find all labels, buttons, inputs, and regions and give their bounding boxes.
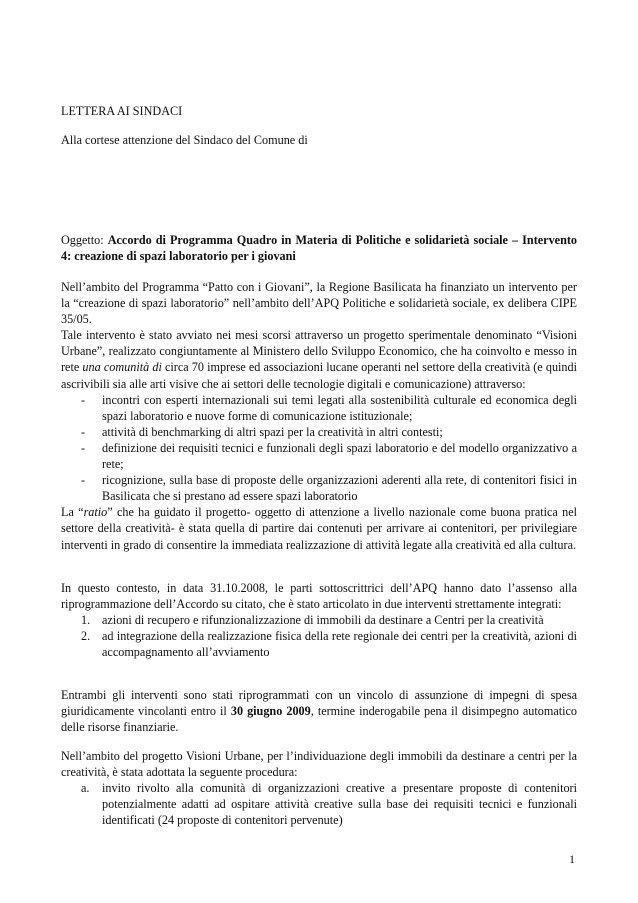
paragraph-procedure: Nell’ambito del progetto Visioni Urbane, per l’individuazione degli immobili da destinare a centri per la creatività, è stata adottata la seguente procedura:: [61, 749, 577, 780]
list-item: a. invito rivolto alla comunità di organizzazioni creative a presentare proposte di contenitori potenzialmente adatti ad ospitare attività creative sulla base dei requisiti tecnici e funzionali identificati (24 proposte di contenitori pervenute): [81, 781, 577, 828]
body-section-reprogramming: [61, 580, 577, 660]
list-marker: a.: [81, 781, 90, 796]
list-item: 1. azioni di recupero e rifunzionalizzazione di immobili da destinare a Centri per la creatività: [81, 613, 544, 628]
letter-heading: LETTERA AI SINDACI: [61, 104, 183, 118]
list-marker: 1.: [81, 613, 91, 628]
body-section-programme: [61, 279, 577, 553]
list-marker: -: [81, 392, 86, 407]
subject-label: Oggetto:: [61, 233, 104, 247]
subject-text: Accordo di Programma Quadro in Materia di Politiche e solidarietà sociale – Intervento 4: creazione di spazi laboratorio per i giovani: [61, 233, 578, 264]
list-item: - incontri con esperti internazionali sui temi legati alla sostenibilità culturale ed economica degli spazi laboratorio e nuove forme di comunicazione istituzionale;: [81, 392, 577, 423]
subject-line: [61, 232, 577, 264]
paragraph-visioni-urbane: Tale intervento è stato avviato nei mesi scorsi attraverso un progetto sperimentale denominato “Visioni Urbane”, realizzato congiuntamente al Ministero dello Sviluppo Economico, che ha coinvolto e messo in rete una comunità di circa 70 imprese ed associazioni lucane operanti nel settore della creatività (e quindi ascrivibili sia alle arti visive che ai settori delle tecnologie digitali e comunicazione) attraverso:: [61, 328, 578, 391]
activities-list: [61, 392, 577, 505]
list-item: - definizione dei requisiti tecnici e funzionali degli spazi laboratorio e del modello organizzativo a rete;: [81, 440, 577, 472]
attention-line: Alla cortese attenzione del Sindaco del Comune di: [61, 133, 308, 147]
emphasis-text: una comunità di: [82, 360, 162, 375]
page-number: 1: [569, 852, 575, 866]
paragraph-deadline: Entrambi gli interventi sono stati riprogrammati con un vincolo di assunzione di impegni di spesa giuridicamente vincolanti entro il 30 giugno 2009, termine inderogabile pena il disimpegno automatico delle risorse finanziarie.: [61, 688, 577, 735]
list-item: - attività di benchmarking di altri spazi per la creatività in altri contesti;: [81, 424, 443, 439]
paragraph-ratio: La “ratio” che ha guidato il progetto- oggetto di attenzione a livello nazionale come buona pratica nel settore della creatività- è stata quella di partire dai contenuti per arrivare ai contenitori, per privilegiare interventi in grado di consentire la immediata realizzazione di attività legate alla creatività ed alla cultura.: [61, 505, 578, 552]
paragraph-context: In questo contesto, in data 31.10.2008, le parti sottoscrittrici dell’APQ hanno dato l’assenso alla riprogrammazione dell’Accordo su citato, che è stato articolato in due interventi strettamente integrati:: [61, 581, 577, 612]
interventions-list: [61, 612, 577, 660]
list-marker: -: [81, 440, 86, 455]
deadline-date: 30 giugno 2009: [230, 704, 311, 719]
procedure-list: [61, 780, 577, 828]
paragraph-intro: Nell’ambito del Programma “Patto con i Giovani”, la Regione Basilicata ha finanziato un intervento per la “creazione di spazi laboratorio” nell’ambito dell’APQ Politiche e solidarietà sociale, ex delibera CIPE 35/05.: [61, 280, 577, 327]
list-marker: -: [81, 473, 86, 488]
emphasis-text: ratio: [83, 505, 108, 520]
list-item: 2. ad integrazione della realizzazione fisica della rete regionale dei centri per la creatività, azioni di accompagnamento all’avviamento: [81, 629, 577, 660]
list-marker: -: [81, 424, 86, 439]
body-section-procedure: [61, 748, 577, 828]
list-item: - ricognizione, sulla base di proposte delle organizzazioni aderenti alla rete, di contenitori fisici in Basilicata che si prestano ad essere spazi laboratorio: [81, 473, 577, 504]
list-marker: 2.: [81, 629, 91, 644]
